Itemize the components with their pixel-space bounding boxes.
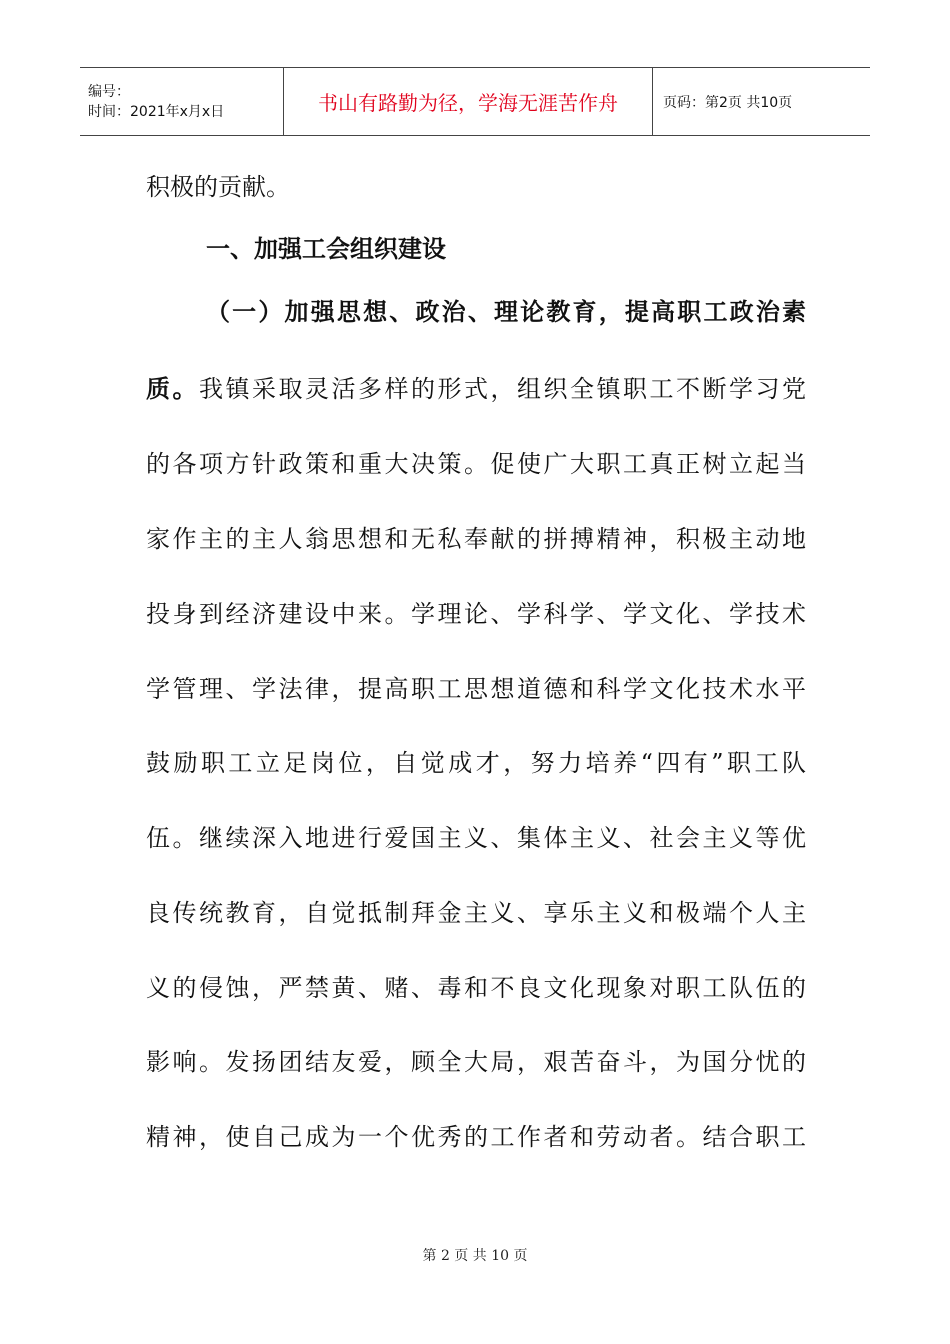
page-info-text: 页码：第2页 共10页: [663, 94, 793, 111]
body-line: 投身到经济建设中来。学理论、学科学、学文化、学技术: [146, 600, 806, 628]
body-line: 学管理、学法律，提高职工思想道德和科学文化技术水平: [146, 675, 806, 703]
time-label: 时间：2021年x月x日: [88, 103, 225, 120]
body-line: 影响。发扬团结友爱，顾全大局，艰苦奋斗，为国分忧的: [146, 1048, 806, 1076]
footer-page-number: 第 2 页 共 10 页: [422, 1248, 528, 1264]
body-line: 鼓励职工立足岗位，自觉成才，努力培养“四有”职工队: [146, 749, 806, 777]
header-meta: [80, 68, 283, 135]
page-footer: [0, 1245, 950, 1265]
body-line: 的各项方针政策和重大决策。促使广大职工真正树立起当: [146, 450, 806, 478]
number-label: 编号：: [88, 83, 130, 100]
subheading-line: （一）加强思想、政治、理论教育，提高职工政治素: [206, 297, 806, 326]
section-heading: 一、加强工会组织建设: [206, 235, 446, 263]
body-line-with-bold-start: [146, 372, 806, 406]
body-line: 精神，使自己成为一个优秀的工作者和劳动者。结合职工: [146, 1123, 806, 1151]
body-line: 家作主的主人翁思想和无私奉献的拼搏精神，积极主动地: [146, 525, 806, 553]
body-line-text: 我镇采取灵活多样的形式，组织全镇职工不断学习党: [199, 375, 806, 403]
body-line: 义的侵蚀，严禁黄、赌、毒和不良文化现象对职工队伍的: [146, 974, 806, 1002]
body-line-intro: 积极的贡献。: [146, 173, 290, 201]
body-line: 伍。继续深入地进行爱国主义、集体主义、社会主义等优: [146, 824, 806, 852]
motto-text: 书山有路勤为径，学海无涯苦作舟: [318, 91, 618, 115]
page-header: [80, 67, 870, 136]
header-page-info: [653, 68, 870, 135]
header-motto: [283, 68, 653, 135]
body-line: 良传统教育，自觉抵制拜金主义、享乐主义和极端个人主: [146, 899, 806, 927]
subheading-continuation: 质。: [146, 374, 199, 403]
